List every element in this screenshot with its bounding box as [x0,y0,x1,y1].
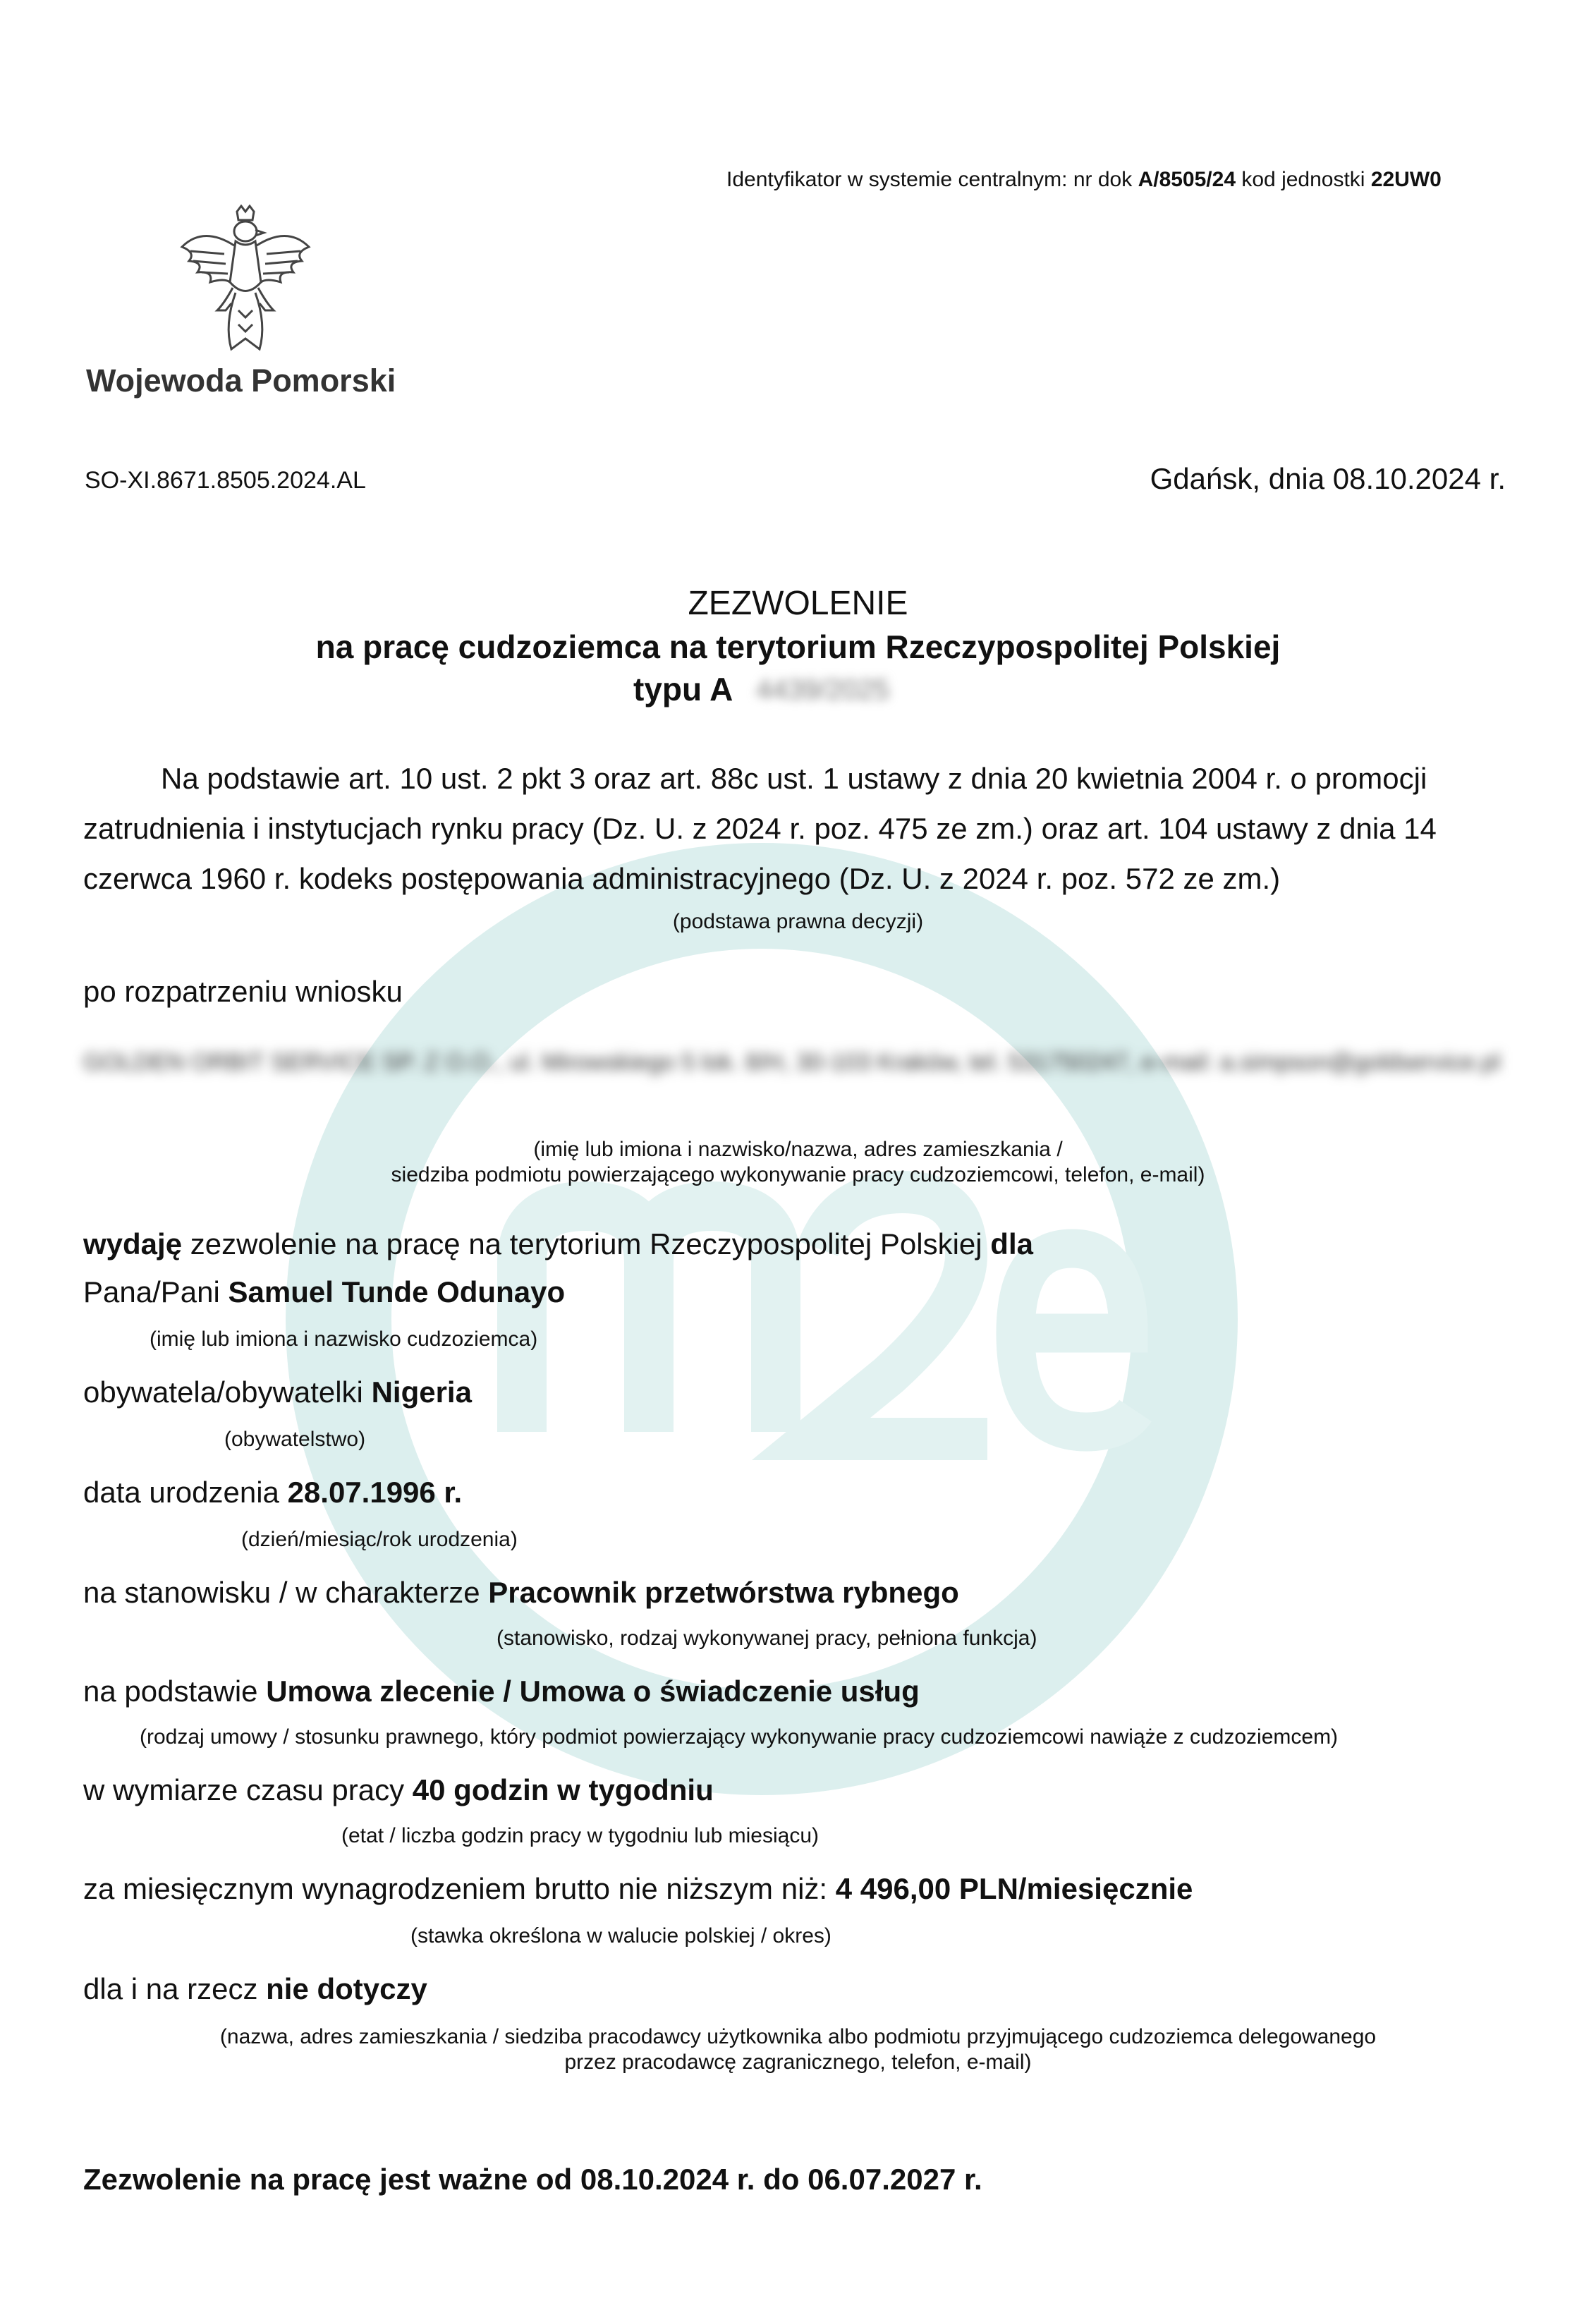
citizenship-row: obywatela/obywatelki Nigeria [83,1375,472,1409]
foreigner-name-row: Pana/Pani Samuel Tunde Odunayo [83,1275,566,1308]
foreigner-name: Samuel Tunde Odunayo [228,1275,566,1308]
contract-value: Umowa zlecenie / Umowa o świadczenie usług [266,1675,920,1708]
case-signature: SO-XI.8671.8505.2024.AL [85,467,366,494]
citizenship-value: Nigeria [371,1375,472,1409]
working-hours-value: 40 godzin w tygodniu [412,1773,714,1806]
contract-note: (rodzaj umowy / stosunku prawnego, który podmiot powierzający wykonywanie pracy cudzoziemcowi nawiąże z cudzoziemcem) [140,1725,1339,1749]
legal-basis-paragraph: Na podstawie art. 10 ust. 2 pkt 3 oraz art. 88c ust. 1 ustawy z dnia 20 kwietnia 2004 r. o promocji zatrudnienia i instytucjach rynku pracy (Dz. U. z 2024 r. poz. 475 ze zm.) oraz art. 104 ustawy z dnia 14 czerwca 1960 r. kodeks postępowania administracyjnego (Dz. U. z 2024 r. poz. 572 ze zm.) [83,762,1437,895]
unit-code: 22UW0 [1370,168,1442,191]
polish-eagle-emblem-icon [175,205,316,356]
working-hours-note: (etat / liczba godzin pracy w tygodniu lub miesiącu) [341,1824,819,1847]
permit-number-redacted: 4439/2025 [756,674,890,705]
position-note: (stanowisko, rodzaj wykonywanej pracy, pełniona funkcja) [497,1627,1037,1650]
document-subtitle: na pracę cudzoziemca na terytorium Rzeczypospolitej Polskiej [315,628,1281,665]
birth-date-row: data urodzenia 28.07.1996 r. [83,1476,463,1509]
applicant-redacted: GOLDEN ORBIT SERVICE SP. Z O.O., ul. Mirowskiego 5 lok. 8/H, 30-103 Kraków, tel. 531750247, e-mail: a.simpson@goldservice.pl [83,1049,1501,1076]
working-hours-row: w wymiarze czasu pracy 40 godzin w tygodniu [83,1773,714,1806]
position-value: Pracownik przetwórstwa rybnego [488,1576,959,1609]
salary-value: 4 496,00 PLN/miesięcznie [835,1872,1193,1905]
contract-row: na podstawie Umowa zlecenie / Umowa o świadczenie usług [83,1675,920,1708]
user-employer-row: dla i na rzecz nie dotyczy [83,1972,427,2005]
position-row: na stanowisku / w charakterze Pracownik przetwórstwa rybnego [83,1576,959,1609]
birth-date-note: (dzień/miesiąc/rok urodzenia) [241,1528,518,1551]
birth-date-value: 28.07.1996 r. [287,1476,463,1509]
salary-note: (stawka określona w walucie polskiej / okres) [410,1924,831,1948]
document-number: A/8505/24 [1138,168,1236,191]
permit-validity: Zezwolenie na pracę jest ważne od 08.10.2024 r. do 06.07.2027 r. [83,2163,982,2196]
applicant-note: (imię lub imiona i nazwisko/nazwa, adres zamieszkania / siedziba podmiotu powierzającego wykonywanie pracy cudzoziemcowi, telefon, e-mail) [391,1138,1205,1186]
citizenship-note: (obywatelstwo) [224,1428,366,1451]
place-and-date: Gdańsk, dnia 08.10.2024 r. [1150,462,1506,495]
permit-type: typu A [633,671,733,707]
user-employer-note: (nazwa, adres zamieszkania / siedziba pracodawcy użytkownika albo podmiotu przyjmującego cudzoziemca delegowanego przez pracodawcę zagranicznego, telefon, e-mail) [219,2025,1377,2074]
salary-row: za miesięcznym wynagrodzeniem brutto nie niższym niż: 4 496,00 PLN/miesięcznie [83,1872,1193,1905]
application-label: po rozpatrzeniu wniosku [83,975,403,1008]
central-system-identifier: Identyfikator w systemie centralnym: nr dok A/8505/24 kod jednostki 22UW0 [726,168,1442,191]
user-employer-value: nie dotyczy [266,1972,427,2005]
legal-basis-note: (podstawa prawna decyzji) [672,910,924,933]
document-title: ZEZWOLENIE [688,585,908,622]
grant-statement: wydaję zezwolenie na pracę na terytorium Rzeczypospolitej Polskiej dla [83,1227,1033,1260]
issuing-office: Wojewoda Pomorski [86,363,396,399]
name-note: (imię lub imiona i nazwisko cudzoziemca) [150,1327,538,1351]
